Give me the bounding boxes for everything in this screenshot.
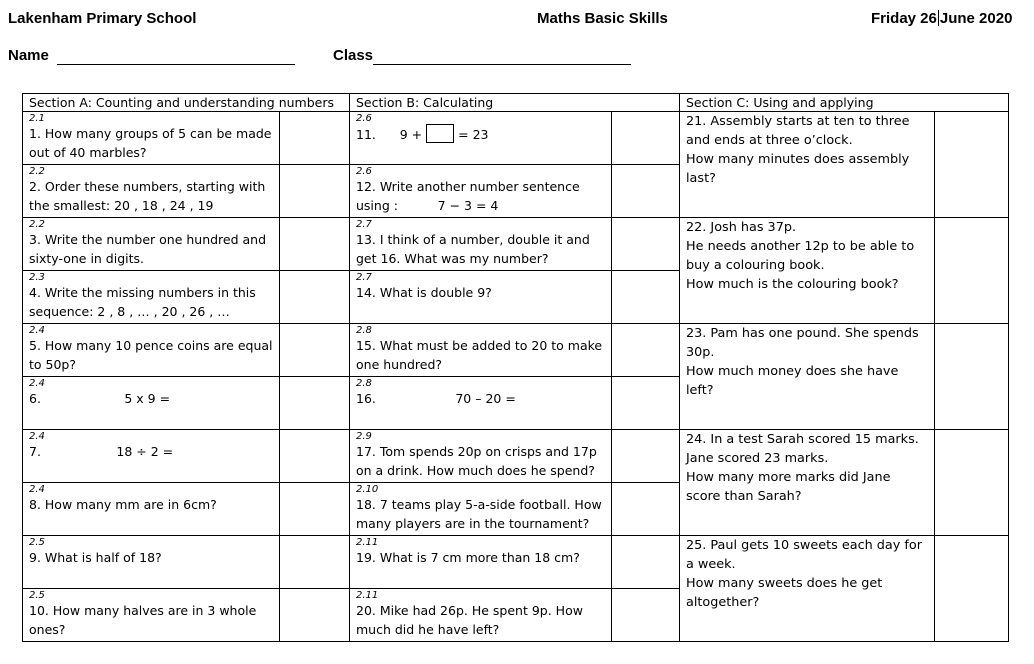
question-ref: 2.7 [356,219,372,230]
question-ref: 2.7 [356,272,372,283]
answer-box[interactable] [280,165,350,218]
question-cell [23,165,280,218]
question-text: 17. Tom spends 20p on crisps and 17p on a drink. How much does he spend? [356,444,597,478]
name-field[interactable] [8,47,295,65]
question-ref: 2.4 [29,325,45,336]
question-text: 20. Mike had 26p. He spent 9p. How much did he have left? [356,603,583,637]
problem-line: How many more marks did Jane score than Sarah? [686,470,891,504]
problem-line: 24. In a test Sarah scored 15 marks. [686,432,919,447]
problem-cell [680,430,935,536]
missing-number-box[interactable] [426,124,454,143]
answer-box[interactable] [612,112,680,165]
question-text: 9. What is half of 18? [29,550,162,565]
question-ref: 2.4 [29,484,45,495]
worksheet-title: Maths Basic Skills [537,10,668,27]
section-c-header: Section C: Using and applying [680,94,1009,112]
question-cell [23,377,280,430]
answer-box[interactable] [280,589,350,642]
answer-box[interactable] [612,271,680,324]
problem-cell [680,536,935,642]
question-text: 15. What must be added to 20 to make one hundred? [356,338,603,372]
class-label: Class [333,47,374,64]
text-cursor [938,10,939,26]
problem-line: He needs another 12p to be able to buy a colouring book. [686,239,915,273]
question-text: 16. 70 – 20 = [356,391,516,406]
answer-box[interactable] [280,324,350,377]
question-cell [23,271,280,324]
answer-box[interactable] [612,536,680,589]
question-ref: 2.5 [29,590,45,601]
answer-box[interactable] [280,483,350,536]
problem-line: How many minutes does assembly last? [686,152,910,186]
question-ref: 2.3 [29,272,45,283]
question-text: 3. Write the number one hundred and sixty-one in digits. [29,232,267,266]
question-text: 8. How many mm are in 6cm? [29,497,217,512]
worksheet-date [871,10,1012,27]
answer-box[interactable] [612,589,680,642]
answer-box[interactable] [935,324,1009,430]
problem-cell [680,218,935,324]
question-text: 14. What is double 9? [356,285,492,300]
question-text: 18. 7 teams play 5-a-side football. How many players are in the tournament? [356,497,602,531]
problem-line: How much money does she have left? [686,364,899,398]
question-ref: 2.8 [356,325,372,336]
problem-line: 22. Josh has 37p. [686,220,797,235]
question-ref: 2.10 [356,484,379,495]
answer-box[interactable] [935,536,1009,642]
question-text: 6. 5 x 9 = [29,391,171,406]
problem-line: 25. Paul gets 10 sweets each day for a week. [686,538,922,572]
question-text: 13. I think of a number, double it and get 16. What was my number? [356,232,590,266]
answer-box[interactable] [280,218,350,271]
section-a-header: Section A: Counting and understanding numbers [23,94,350,112]
question-cell [350,324,612,377]
equation-left: 11. 9 + [356,127,423,142]
problem-cell [680,112,935,218]
question-cell [350,165,612,218]
question-ref: 2.11 [356,590,379,601]
section-b-header: Section B: Calculating [350,94,680,112]
question-ref: 2.11 [356,537,379,548]
question-text: 1. How many groups of 5 can be made out of 40 marbles? [29,126,272,160]
question-cell [350,377,612,430]
answer-box[interactable] [280,271,350,324]
problem-line: How many sweets does he get altogether? [686,576,883,610]
answer-box[interactable] [612,165,680,218]
question-cell [23,218,280,271]
question-ref: 2.9 [356,431,372,442]
question-cell [350,430,612,483]
answer-box[interactable] [612,324,680,377]
question-ref: 2.4 [29,378,45,389]
answer-box[interactable] [612,218,680,271]
question-cell [350,589,612,642]
question-text: 19. What is 7 cm more than 18 cm? [356,550,580,565]
question-cell [350,271,612,324]
problem-cell [680,324,935,430]
answer-box[interactable] [935,430,1009,536]
answer-box[interactable] [612,483,680,536]
name-line[interactable] [57,47,295,65]
question-text: 4. Write the missing numbers in this sequence: 2 , 8 , … , 20 , 26 , … [29,285,256,319]
question-text: 2. Order these numbers, starting with the smallest: 20 , 18 , 24 , 19 [29,179,266,213]
equation-right: = 23 [458,127,489,142]
problem-line: 23. Pam has one pound. She spends 30p. [686,326,919,360]
question-cell [23,483,280,536]
answer-box[interactable] [935,112,1009,218]
question-cell [23,430,280,483]
question-ref: 2.6 [356,166,372,177]
class-field[interactable] [333,47,631,65]
problem-line: How much is the colouring book? [686,277,899,292]
question-cell [23,324,280,377]
question-text: 10. How many halves are in 3 whole ones? [29,603,257,637]
answer-box[interactable] [280,377,350,430]
answer-box[interactable] [612,377,680,430]
question-ref: 2.2 [29,219,45,230]
name-label: Name [8,47,49,64]
answer-box[interactable] [612,430,680,483]
question-cell [23,536,280,589]
answer-box[interactable] [280,112,350,165]
question-text: 12. Write another number sentence using : 7 − 3 = 4 [356,179,584,213]
answer-box[interactable] [280,536,350,589]
question-ref: 2.2 [29,166,45,177]
question-ref: 2.4 [29,431,45,442]
question-ref: 2.1 [29,113,45,124]
question-ref: 2.5 [29,537,45,548]
question-text: 5. How many 10 pence coins are equal to 50p? [29,338,273,372]
class-line[interactable] [373,47,631,65]
question-ref: 2.6 [356,113,372,124]
answer-box[interactable] [935,218,1009,324]
problem-line: 21. Assembly starts at ten to three and ends at three o’clock. [686,114,910,148]
question-cell [23,112,280,165]
problem-line: Jane scored 23 marks. [686,451,829,466]
date-prefix: Friday 26 [871,10,937,27]
question-cell [23,589,280,642]
question-ref: 2.8 [356,378,372,389]
answer-box[interactable] [280,430,350,483]
question-text: 7. 18 ÷ 2 = [29,444,174,459]
question-cell [350,112,612,165]
questions-table [22,93,1009,642]
school-name: Lakenham Primary School [8,10,197,27]
question-cell [350,536,612,589]
date-suffix: June 2020 [939,10,1013,27]
question-cell [350,218,612,271]
question-cell [350,483,612,536]
question-text [350,124,611,144]
